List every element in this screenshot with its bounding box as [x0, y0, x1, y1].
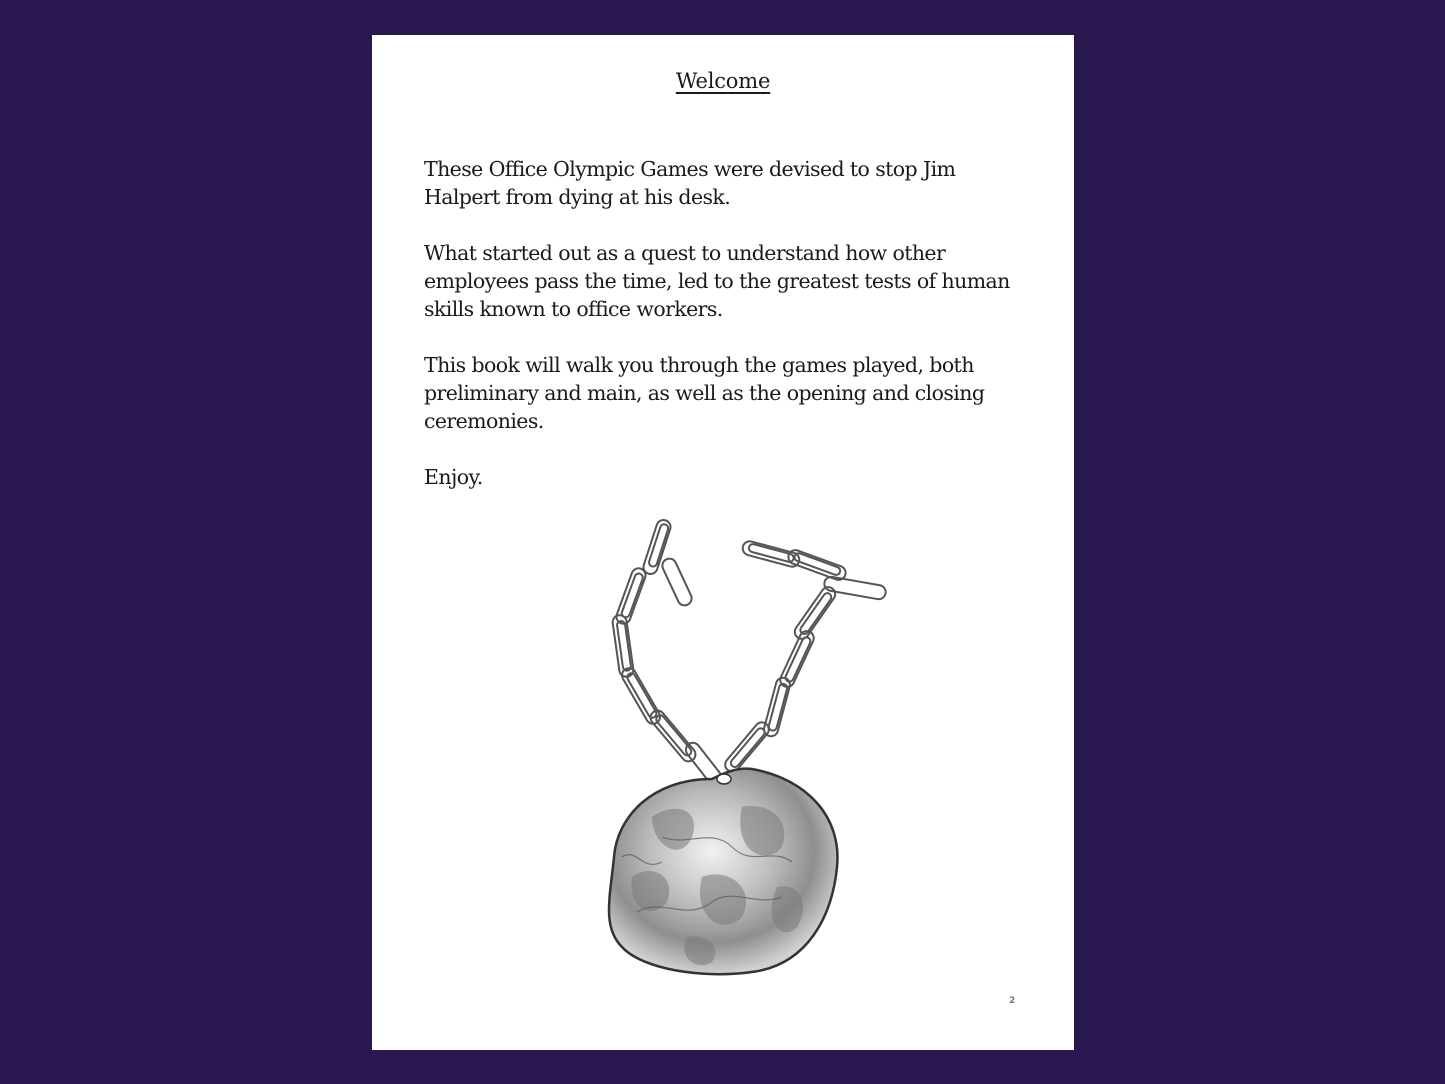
paragraph-4: Enjoy.	[424, 465, 483, 489]
paragraph-1: These Office Olympic Games were devised to stop Jim Halpert from dying at his desk.	[424, 157, 956, 209]
paragraph-3: This book will walk you through the games played, both preliminary and main, as well as the opening and closing ceremonies.	[424, 353, 985, 433]
body-text	[424, 155, 1034, 519]
page-number: 2	[1009, 996, 1016, 1006]
paperclip-medal-icon	[592, 517, 912, 987]
paragraph-2: What started out as a quest to understand how other employees pass the time, led to the greatest tests of human skills known to office workers.	[424, 241, 1010, 321]
page-title: Welcome	[675, 69, 771, 93]
document-page	[372, 35, 1074, 1050]
